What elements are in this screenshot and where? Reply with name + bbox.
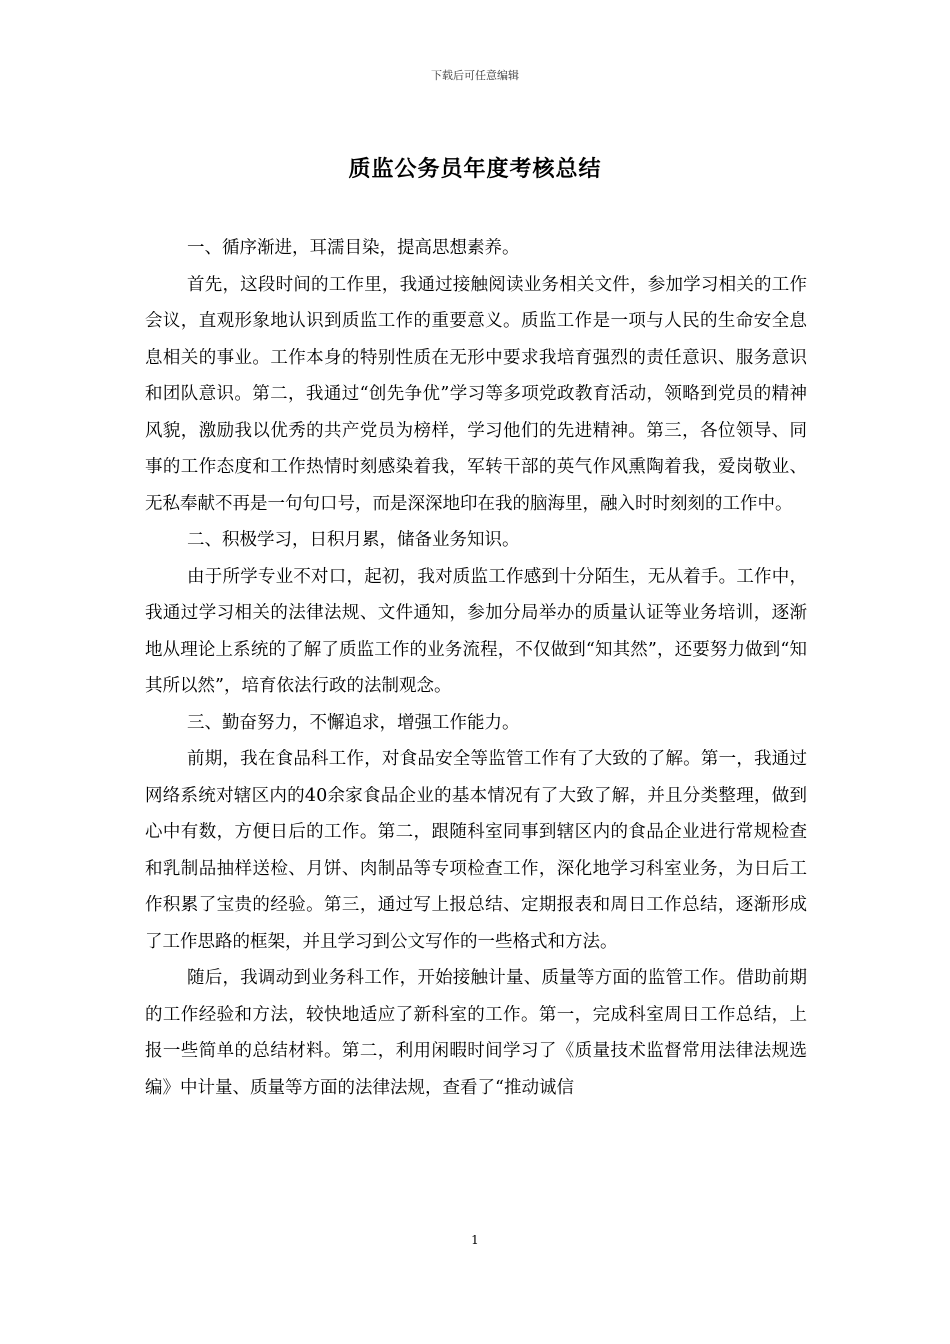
page-number: 1 <box>471 1233 479 1247</box>
section-heading-1: 一、循序渐进，耳濡目染，提高思想素养。 <box>187 238 520 258</box>
body-paragraph-4: 随后，我调动到业务科工作，开始接触计量、质量等方面的监管工作。借助前期的工作经验和方法，较快地适应了新科室的工作。第一，完成科室周日工作总结，上报一些简单的总结材料。第二，利用闲暇时间学习了《质量技术监督常用法律法规选编》中计量、质量等方面的法律法规，查看了“推动诚信 <box>145 968 807 1098</box>
body-paragraph-1: 首先，这段时间的工作里，我通过接触阅读业务相关文件，参加学习相关的工作会议，直观形象地认识到质监工作的重要意义。质监工作是一项与人民的生命安全息息相关的事业。工作本身的特别性质在无形中要求我培育强烈的责任意识、服务意识和团队意识。第二，我通过“创先争优”学习等多项党政教育活动，领略到党员的精神风貌，激励我以优秀的共产党员为榜样，学习他们的先进精神。第三，各位领导、同事的工作态度和工作热情时刻感染着我，军转干部的英气作风熏陶着我，爱岗敬业、无私奉献不再是一句句口号，而是深深地印在我的脑海里，融入时时刻刻的工作中。 <box>145 274 807 514</box>
header-note: 下载后可任意编辑 <box>431 69 519 82</box>
section-heading-2: 二、积极学习，日积月累，储备业务知识。 <box>187 530 520 550</box>
body-paragraph-3: 前期，我在食品科工作，对食品安全等监管工作有了大致的了解。第一，我通过网络系统对辖区内的40余家食品企业的基本情况有了大致了解，并且分类整理，做到心中有数，方便日后的工作。第二，跟随科室同事到辖区内的食品企业进行常规检查和乳制品抽样送检、月饼、肉制品等专项检查工作，深化地学习科室业务，为日后工作积累了宝贵的经验。第三，通过写上报总结、定期报表和周日工作总结，逐渐形成了工作思路的框架，并且学习到公文写作的一些格式和方法。 <box>145 749 807 952</box>
document-title: 质监公务员年度考核总结 <box>348 156 602 182</box>
section-heading-3: 三、勤奋努力，不懈追求，增强工作能力。 <box>187 712 520 733</box>
body-paragraph-2: 由于所学专业不对口，起初，我对质监工作感到十分陌生，无从着手。工作中，我通过学习相关的法律法规、文件通知，参加分局举办的质量认证等业务培训，逐渐地从理论上系统的了解了质监工作的业务流程，不仅做到“知其然”，还要努力做到“知其所以然”，培育依法行政的法制观念。 <box>145 566 807 696</box>
document-body <box>145 230 807 1106</box>
